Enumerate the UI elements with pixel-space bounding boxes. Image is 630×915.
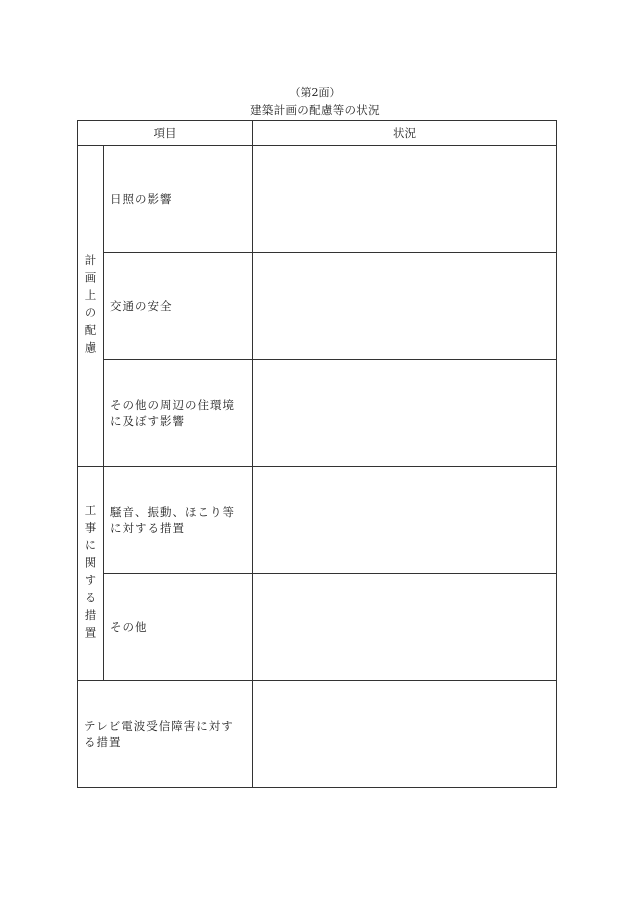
table-row	[78, 467, 557, 574]
status-sunlight[interactable]	[253, 146, 557, 253]
category-planning	[78, 146, 104, 467]
page-number: （第2面）	[289, 86, 341, 99]
category-construction-label: 工事に関する措置	[83, 503, 98, 644]
header-status: 状況	[253, 121, 557, 146]
table-row	[78, 681, 557, 788]
status-living-environment[interactable]	[253, 360, 557, 467]
form-title: 建築計画の配慮等の状況	[250, 103, 380, 117]
item-sunlight: 日照の影響	[104, 146, 253, 253]
status-traffic-safety[interactable]	[253, 253, 557, 360]
category-construction	[78, 467, 104, 681]
table-row	[78, 574, 557, 681]
item-traffic-safety: 交通の安全	[104, 253, 253, 360]
item-noise-vibration: 騒音、振動、ほこり等に対する措置	[104, 467, 253, 574]
table-row	[78, 253, 557, 360]
planning-considerations-table	[77, 120, 557, 788]
table-header-row	[78, 121, 557, 146]
status-noise-vibration[interactable]	[253, 467, 557, 574]
table-row	[78, 360, 557, 467]
table-row	[78, 146, 557, 253]
item-tv-interference: テレビ電波受信障害に対する措置	[78, 681, 253, 788]
item-construction-other: その他	[104, 574, 253, 681]
status-construction-other[interactable]	[253, 574, 557, 681]
category-planning-label: 計画上の配慮	[83, 253, 98, 359]
header-item: 項目	[78, 121, 253, 146]
status-tv-interference[interactable]	[253, 681, 557, 788]
item-living-environment: その他の周辺の住環境に及ぼす影響	[104, 360, 253, 467]
